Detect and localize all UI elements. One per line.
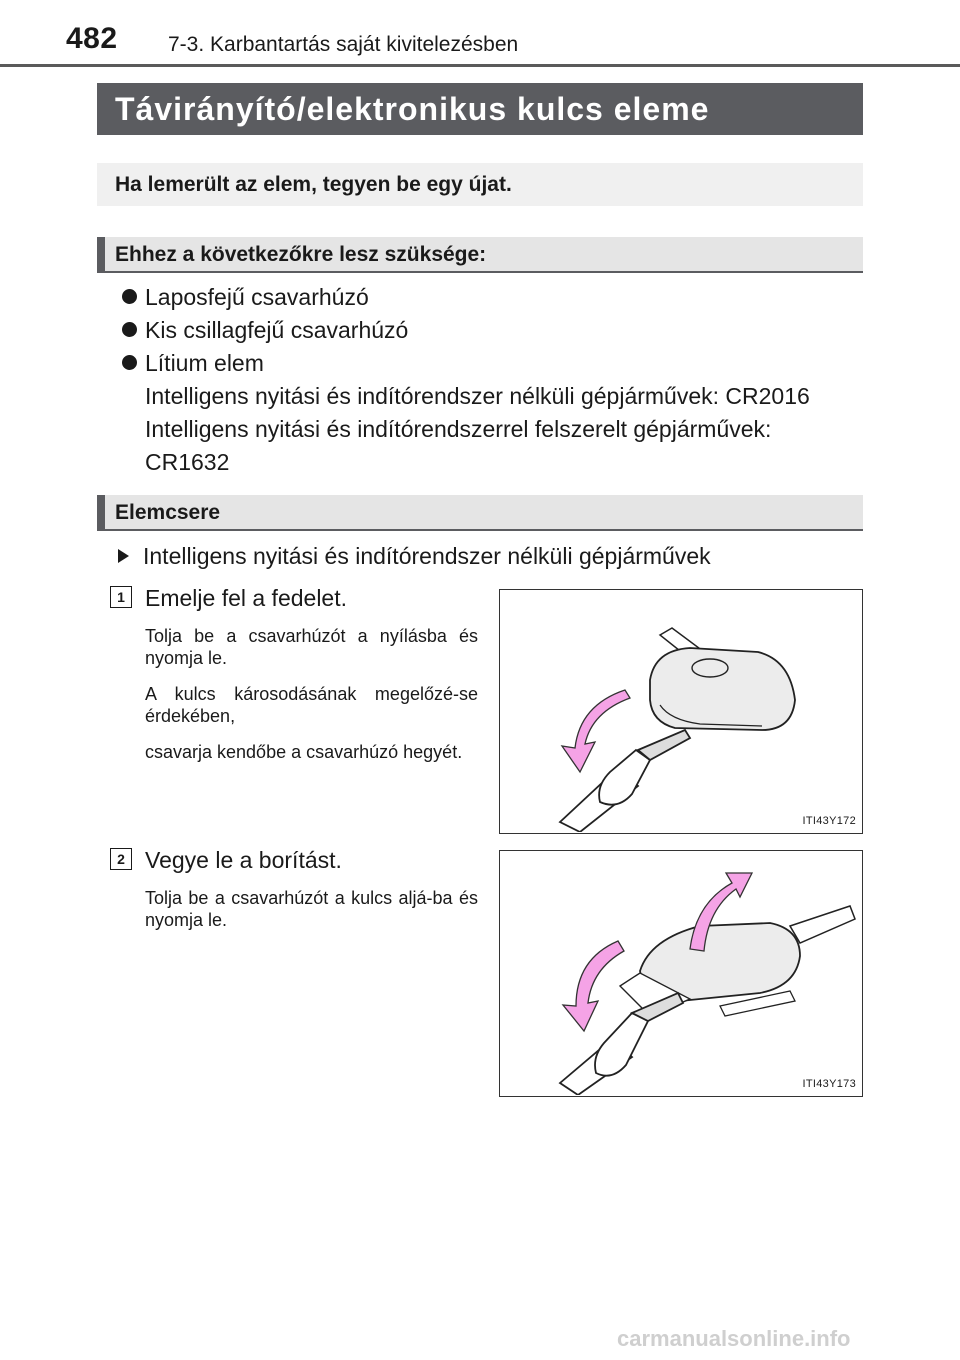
section-header: 7-3. Karbantartás saját kivitelezésben <box>168 33 519 56</box>
step-title: Vegye le a borítást. <box>145 847 342 873</box>
figure-code: ITI43Y172 <box>802 815 856 827</box>
bullet-icon <box>122 289 137 304</box>
step-title: Emelje fel a fedelet. <box>145 585 348 611</box>
page-number: 482 <box>66 22 118 55</box>
key-illustration <box>500 851 861 1095</box>
list-item: Lítium elem <box>122 347 264 380</box>
figure-open-cover <box>499 589 863 834</box>
battery-detail: Intelligens nyitási és indítórendszer nélküli gépjárművek: CR2016 <box>145 383 810 409</box>
watermark: carmanualsonline.info <box>617 1326 851 1351</box>
variant-item: Intelligens nyitási és indítórendszer nélküli gépjárművek <box>118 540 711 573</box>
triangle-bullet-icon <box>118 549 129 563</box>
bullet-icon <box>122 355 137 370</box>
list-item: Kis csillagfejű csavarhúzó <box>122 314 408 347</box>
key-illustration <box>500 590 861 832</box>
list-item: Laposfejű csavarhúzó <box>122 281 369 314</box>
lead-text: Ha lemerült az elem, tegyen be egy újat. <box>97 163 863 206</box>
figure-code: ITI43Y173 <box>802 1078 856 1090</box>
step-number: 2 <box>110 848 132 870</box>
bullet-icon <box>122 322 137 337</box>
battery-detail: CR1632 <box>145 449 230 475</box>
needs-heading: Ehhez a következőkre lesz szüksége: <box>97 237 863 273</box>
battery-detail: Intelligens nyitási és indítórendszerrel felszerelt gépjárművek: <box>145 416 772 442</box>
step-note: csavarja kendőbe a csavarhúzó hegyét. <box>145 742 463 762</box>
header-rule <box>0 64 960 67</box>
page-title: Távirányító/elektronikus kulcs eleme <box>97 83 863 135</box>
step-note: Tolja be a csavarhúzót a kulcs aljá-ba és nyomja le. <box>145 888 478 930</box>
step-number: 1 <box>110 586 132 608</box>
step-note: Tolja be a csavarhúzót a nyílásba és nyomja le. <box>145 626 478 668</box>
figure-remove-cover <box>499 850 863 1097</box>
replacement-heading: Elemcsere <box>97 495 863 531</box>
step-note: A kulcs károsodásának megelőzé-se érdekében, <box>145 684 478 726</box>
